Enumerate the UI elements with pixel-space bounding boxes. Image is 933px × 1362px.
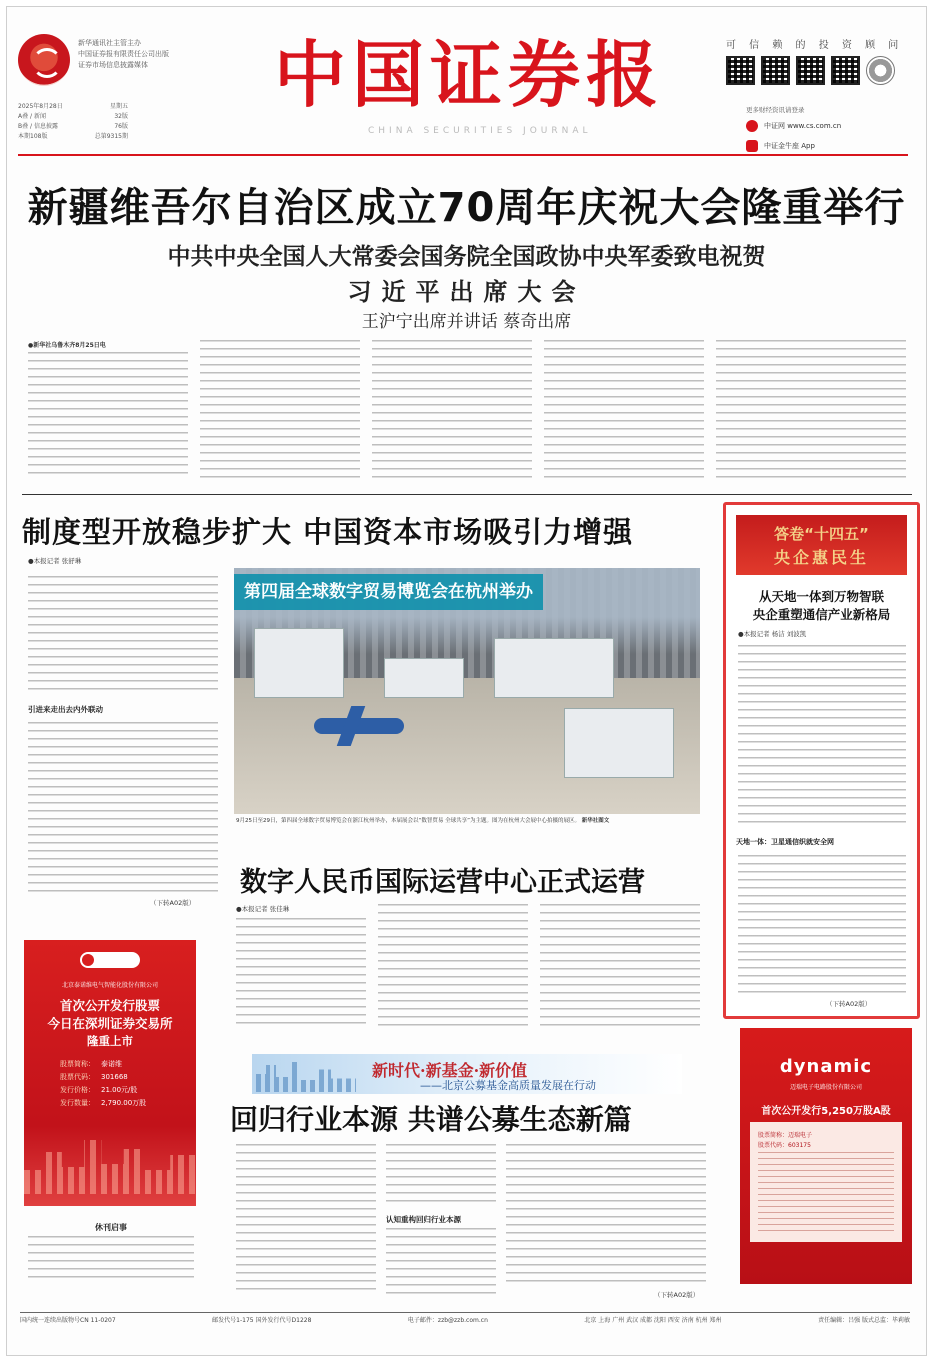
ad-company: 北京泰诺维电气智能化股份有限公司 bbox=[61, 982, 158, 989]
photo-booth bbox=[254, 628, 344, 698]
photo-note-text: 9月25日至29日，第四届全球数字贸易博览会在浙江杭州举办，本届展会以“数智贸易 全球共享”为主题。图为在杭州大会展中心拍摄的展区。 bbox=[236, 818, 580, 824]
ad-panel bbox=[750, 1122, 902, 1242]
ad-value: 301668 bbox=[101, 1073, 128, 1081]
photo-credit: 新华社图文 bbox=[581, 818, 610, 824]
ad-key: 股票简称： bbox=[60, 1060, 95, 1068]
lead-dateline: ●新华社乌鲁木齐8月25日电 bbox=[28, 342, 106, 349]
qr-code-icon bbox=[761, 56, 790, 85]
sponsor-line: 中国证券报有限责任公司出版 bbox=[78, 50, 169, 58]
text-column bbox=[236, 918, 366, 1028]
web-info bbox=[746, 104, 841, 156]
ad-stock-name: 股票简称：迈瑞电子 bbox=[758, 1132, 813, 1139]
text-column bbox=[544, 340, 704, 480]
photo-caption: 第四届全球数字贸易博览会在杭州举办 bbox=[234, 574, 543, 610]
ad-line: 首次公开发行股票 bbox=[59, 998, 160, 1013]
ipo-ad-left bbox=[24, 940, 196, 1206]
ad-value: 2,790.00万股 bbox=[101, 1099, 147, 1107]
text-column bbox=[28, 576, 218, 690]
qr-code-icon bbox=[796, 56, 825, 85]
issue-pages: 76版 bbox=[114, 123, 128, 130]
banner-title: 新时代·新基金·新价值 bbox=[372, 1061, 528, 1080]
section-divider bbox=[22, 494, 912, 495]
notice-title: 休刊启事 bbox=[95, 1223, 127, 1232]
feature-continued: （下转A02版） bbox=[826, 1000, 872, 1008]
ad-company: 迈瑞电子电路股份有限公司 bbox=[789, 1084, 862, 1091]
issue-number: 总第9315期 bbox=[94, 133, 128, 140]
web-heading: 更多财经资讯请登录 bbox=[746, 106, 805, 114]
ad-fine-print bbox=[758, 1152, 894, 1232]
photo-note bbox=[236, 817, 698, 825]
text-column bbox=[716, 340, 906, 480]
text-column bbox=[200, 340, 360, 480]
aircraft-exhibit bbox=[314, 718, 404, 734]
website-link[interactable]: 中证网 www.cs.com.cn bbox=[764, 122, 842, 130]
feature-subhead: 天地一体：卫星通信织就安全网 bbox=[736, 838, 834, 846]
app-link[interactable]: 中证金牛座 App bbox=[764, 142, 815, 150]
issue-date: 2025年8月28日 bbox=[18, 103, 63, 110]
feature-header bbox=[736, 515, 907, 575]
skyline-icon bbox=[24, 1134, 196, 1194]
text-column bbox=[738, 855, 906, 995]
text-column bbox=[738, 645, 906, 829]
text-column bbox=[28, 722, 218, 894]
issue-info bbox=[18, 102, 128, 142]
issue-weekday: 星期五 bbox=[109, 103, 128, 110]
ad-key: 发行价格： bbox=[60, 1086, 95, 1094]
sponsor-line: 证券市场信息披露媒体 bbox=[78, 61, 148, 69]
ad-key: 股票代码： bbox=[60, 1073, 95, 1081]
text-column bbox=[386, 1228, 496, 1294]
newspaper-title-en: CHINA SECURITIES JOURNAL bbox=[368, 126, 592, 136]
second-byline: ●本报记者 张舒琳 bbox=[28, 557, 82, 565]
third-headline: 数字人民币国际运营中心正式运营 bbox=[240, 867, 645, 898]
sponsor-line: 新华通讯社主管主办 bbox=[78, 39, 141, 47]
newspaper-logo-icon bbox=[18, 34, 70, 86]
fund-banner bbox=[252, 1054, 682, 1094]
second-continued: （下转A02版） bbox=[150, 899, 196, 907]
ad-line: 首次公开发行5,250万股A股 bbox=[761, 1106, 891, 1117]
issue-section: B叠 / 信息披露 bbox=[18, 123, 58, 130]
masthead-divider bbox=[18, 154, 908, 156]
photo-booth bbox=[564, 708, 674, 778]
issue-total: 本期108版 bbox=[18, 133, 48, 140]
footer-item: 国内统一连续出版物号CN 11-0207 bbox=[20, 1317, 116, 1324]
expo-photo bbox=[234, 568, 700, 814]
issue-pages: 32版 bbox=[114, 113, 128, 120]
ad-value: 泰诺维 bbox=[101, 1060, 122, 1068]
ad-brand: dynamic bbox=[779, 1056, 873, 1077]
ad-line: 隆重上市 bbox=[87, 1034, 133, 1048]
seal-icon bbox=[866, 56, 895, 85]
fourth-headline: 回归行业本源 共谱公募生态新篇 bbox=[230, 1103, 632, 1136]
ad-stock-code: 股票代码：603175 bbox=[758, 1142, 811, 1149]
ad-key: 发行数量： bbox=[60, 1099, 95, 1107]
qr-heading: 可 信 赖 的 投 资 顾 问 bbox=[726, 40, 904, 51]
text-column bbox=[386, 1144, 496, 1208]
page-footer bbox=[20, 1312, 910, 1342]
ad-stock-info bbox=[60, 1058, 146, 1110]
feature-header-line: 答卷“十四五” bbox=[774, 525, 869, 543]
feature-title: 从天地一体到万物智联 bbox=[758, 589, 884, 604]
company-logo-icon bbox=[80, 952, 140, 968]
second-subhead: 引进来走出去内外联动 bbox=[28, 705, 103, 714]
text-column bbox=[506, 1144, 706, 1284]
photo-booth bbox=[494, 638, 614, 698]
photo-booth bbox=[384, 658, 464, 698]
website-icon bbox=[746, 120, 758, 132]
feature-byline: ●本报记者 杨洁 刘波凯 bbox=[738, 630, 807, 638]
newspaper-title: 中国证券报 bbox=[274, 32, 665, 117]
banner-subtitle: ——北京公募基金高质量发展在行动 bbox=[420, 1079, 596, 1092]
skyline-icon bbox=[256, 1062, 356, 1092]
masthead bbox=[18, 14, 908, 154]
fourth-subhead: 认知重构回归行业本源 bbox=[386, 1215, 461, 1224]
footer-item: 邮发代号1-175 国外发行代号D1228 bbox=[212, 1317, 312, 1324]
qr-code-row bbox=[726, 56, 895, 85]
text-column bbox=[28, 1236, 194, 1284]
second-headline: 制度型开放稳步扩大 中国资本市场吸引力增强 bbox=[22, 515, 634, 549]
lead-subheadline: 中共中央全国人大常委会国务院全国政协中央军委致电祝贺 bbox=[167, 244, 766, 270]
text-column bbox=[236, 1144, 376, 1294]
sponsor-info bbox=[78, 38, 169, 71]
app-icon bbox=[746, 140, 758, 152]
lead-subheadline: 王沪宁出席并讲话 蔡奇出席 bbox=[361, 312, 572, 332]
text-column bbox=[372, 340, 532, 480]
ipo-ad-right bbox=[740, 1028, 912, 1284]
ad-line: 今日在深圳证券交易所 bbox=[47, 1016, 173, 1031]
text-column bbox=[378, 904, 528, 1028]
footer-item: 北京 上海 广州 武汉 成都 沈阳 西安 济南 杭州 郑州 bbox=[584, 1317, 722, 1324]
ad-value: 21.00元/股 bbox=[101, 1086, 138, 1094]
qr-code-icon bbox=[726, 56, 755, 85]
lead-subheadline: 习近平出席大会 bbox=[347, 278, 586, 306]
text-column bbox=[28, 352, 188, 480]
fourth-continued: （下转A02版） bbox=[654, 1291, 700, 1299]
issue-section: A叠 / 新闻 bbox=[18, 113, 46, 120]
feature-box bbox=[723, 502, 920, 1019]
qr-code-icon bbox=[831, 56, 860, 85]
feature-title: 央企重塑通信产业新格局 bbox=[752, 607, 891, 622]
text-column bbox=[540, 904, 700, 1028]
third-byline: ●本报记者 张佳琳 bbox=[236, 905, 290, 913]
lead-headline: 新疆维吾尔自治区成立70周年庆祝大会隆重举行 bbox=[27, 185, 906, 231]
footer-item: 电子邮件：zzb@zzb.com.cn bbox=[407, 1317, 488, 1324]
feature-header-line: 央企惠民生 bbox=[773, 548, 869, 567]
footer-item: 责任编辑：吕强 版式总监：毕莉敏 bbox=[818, 1317, 910, 1324]
